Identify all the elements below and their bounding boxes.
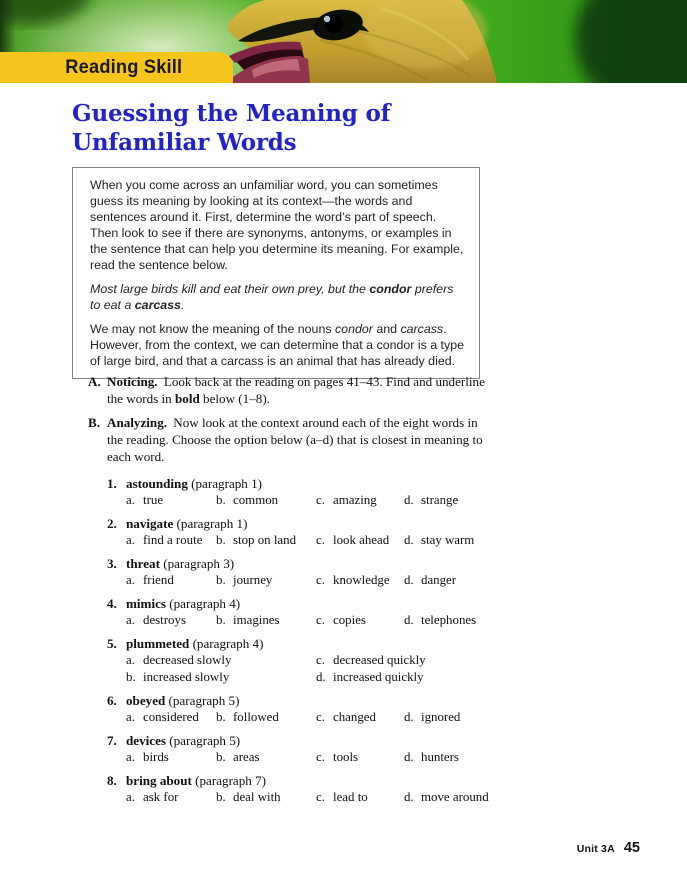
option-text: find a route xyxy=(143,533,203,547)
exercise-item-5 xyxy=(107,635,492,686)
options-row xyxy=(126,612,492,629)
option-text: birds xyxy=(143,750,169,764)
item-title xyxy=(126,555,234,572)
option-d xyxy=(404,612,492,629)
item-paragraph-ref: (paragraph 3) xyxy=(159,556,235,571)
option-text: destroys xyxy=(143,613,186,627)
exercise-item-8 xyxy=(107,772,492,806)
task-b-title: Analyzing. xyxy=(107,415,168,430)
option-letter: c. xyxy=(316,790,325,804)
option-c xyxy=(316,789,404,806)
option-letter: a. xyxy=(126,533,135,547)
item-head xyxy=(107,555,492,572)
option-c xyxy=(316,749,404,766)
page-number: 45 xyxy=(623,840,640,856)
option-text: stay warm xyxy=(421,533,475,547)
item-title xyxy=(126,595,240,612)
item-number: 7. xyxy=(107,733,117,748)
option-text: tools xyxy=(333,750,359,764)
option-b xyxy=(126,669,316,686)
item-number: 5. xyxy=(107,636,117,651)
option-letter: b. xyxy=(216,750,226,764)
item-head xyxy=(107,772,492,789)
item-title xyxy=(126,692,239,709)
item-paragraph-ref: (paragraph 5) xyxy=(165,693,240,708)
option-d xyxy=(404,749,492,766)
options-row xyxy=(126,572,492,589)
item-number: 6. xyxy=(107,693,117,708)
item-word: obeyed xyxy=(126,693,166,708)
example-text: Most large birds kill and eat their own prey, but the xyxy=(90,282,370,296)
option-c xyxy=(316,572,404,589)
option-text: look ahead xyxy=(333,533,390,547)
option-text: decreased slowly xyxy=(143,653,232,667)
option-d xyxy=(404,492,492,509)
option-d xyxy=(404,572,492,589)
option-c xyxy=(316,709,404,726)
item-paragraph-ref: (paragraph 4) xyxy=(189,636,264,651)
item-paragraph-ref: (paragraph 1) xyxy=(187,476,263,491)
task-a-title: Noticing. xyxy=(107,374,158,389)
option-letter: c. xyxy=(316,533,325,547)
option-b xyxy=(216,572,316,589)
option-text: decreased quickly xyxy=(333,653,426,667)
item-head xyxy=(107,595,492,612)
item-paragraph-ref: (paragraph 7) xyxy=(191,773,267,788)
item-word: bring about xyxy=(126,773,192,788)
exercise-item-7 xyxy=(107,732,492,766)
task-b xyxy=(88,414,492,465)
option-letter: c. xyxy=(316,653,325,667)
option-b xyxy=(216,749,316,766)
item-word: plummeted xyxy=(126,636,190,651)
option-text: increased slowly xyxy=(143,670,230,684)
task-a-bold-word: bold xyxy=(175,391,200,406)
context-explanation xyxy=(90,321,466,369)
option-letter: c. xyxy=(316,613,325,627)
task-a-text xyxy=(107,373,492,407)
option-letter: d. xyxy=(404,493,414,507)
option-text: amazing xyxy=(333,493,377,507)
bird-head xyxy=(226,0,497,83)
option-letter: d. xyxy=(404,790,414,804)
option-letter: d. xyxy=(404,573,414,587)
option-d xyxy=(404,532,492,549)
exercise-item-1 xyxy=(107,475,492,509)
option-text: lead to xyxy=(333,790,368,804)
intro-box xyxy=(72,167,480,379)
item-head xyxy=(107,732,492,749)
task-b-label: B. xyxy=(88,415,101,430)
item-number: 4. xyxy=(107,596,117,611)
item-number: 3. xyxy=(107,556,117,571)
option-text: knowledge xyxy=(333,573,390,587)
item-title xyxy=(126,772,266,789)
option-text: ignored xyxy=(421,710,461,724)
option-a xyxy=(126,789,216,806)
option-text: stop on land xyxy=(233,533,297,547)
option-d xyxy=(404,789,492,806)
option-text: considered xyxy=(143,710,199,724)
option-b xyxy=(216,709,316,726)
options-row xyxy=(126,532,492,549)
item-title xyxy=(126,515,247,532)
page-footer xyxy=(577,840,640,856)
option-text: common xyxy=(233,493,279,507)
option-b xyxy=(216,532,316,549)
option-letter: c. xyxy=(316,573,325,587)
item-paragraph-ref: (paragraph 1) xyxy=(173,516,248,531)
item-number: 8. xyxy=(107,773,117,788)
page-title-line1: Guessing the Meaning of xyxy=(72,100,391,127)
explanation-text: We may not know the meaning of the nouns xyxy=(90,322,335,336)
options-row xyxy=(126,492,492,509)
option-letter: c. xyxy=(316,750,325,764)
option-d xyxy=(404,709,492,726)
option-text: friend xyxy=(143,573,174,587)
task-b-text xyxy=(107,414,492,465)
item-word: devices xyxy=(126,733,166,748)
example-text: prefers to eat a xyxy=(90,282,454,312)
option-text: danger xyxy=(421,573,457,587)
option-c xyxy=(316,612,404,629)
option-letter: a. xyxy=(126,790,135,804)
option-letter: d. xyxy=(404,750,414,764)
example-text: . xyxy=(180,298,185,312)
option-text: telephones xyxy=(421,613,477,627)
example-key-term-condor: condor xyxy=(369,282,412,296)
option-a xyxy=(126,709,216,726)
option-c xyxy=(316,532,404,549)
page-title xyxy=(72,99,390,157)
task-a-instructions-end: below (1–8). xyxy=(199,391,270,406)
option-b xyxy=(216,789,316,806)
item-word: mimics xyxy=(126,596,166,611)
item-head xyxy=(107,515,492,532)
explanation-text: and xyxy=(372,322,401,336)
item-title xyxy=(126,732,240,749)
option-letter: b. xyxy=(216,573,226,587)
item-word: threat xyxy=(126,556,160,571)
bird-photo-header xyxy=(0,0,687,83)
option-text: imagines xyxy=(233,613,280,627)
option-letter: d. xyxy=(404,613,414,627)
option-a xyxy=(126,652,316,669)
option-d xyxy=(316,669,492,686)
option-a xyxy=(126,612,216,629)
option-text: deal with xyxy=(233,790,281,804)
option-letter: a. xyxy=(126,613,135,627)
option-c xyxy=(316,652,492,669)
option-text: hunters xyxy=(421,750,459,764)
item-number: 1. xyxy=(107,476,117,491)
option-letter: b. xyxy=(216,533,226,547)
item-word: navigate xyxy=(126,516,174,531)
option-a xyxy=(126,492,216,509)
task-a-label: A. xyxy=(88,374,101,389)
option-letter: c. xyxy=(316,493,325,507)
exercise-item-3 xyxy=(107,555,492,589)
options-row xyxy=(126,789,492,806)
options-row xyxy=(126,709,492,726)
task-b-instructions: Now look at the context around each of the eight words in the reading. Choose the option below (a–d) that is closest in meaning to each word. xyxy=(107,415,483,464)
page-title-line2: Unfamiliar Words xyxy=(72,129,297,156)
option-text: move around xyxy=(421,790,489,804)
exercise-list xyxy=(107,475,492,806)
option-letter: b. xyxy=(216,493,226,507)
option-b xyxy=(216,492,316,509)
tasks-section xyxy=(88,373,492,812)
unit-label: Unit 3A xyxy=(576,843,615,855)
exercise-item-4 xyxy=(107,595,492,629)
item-paragraph-ref: (paragraph 4) xyxy=(166,596,241,611)
reading-skill-tab xyxy=(0,52,233,83)
intro-paragraph: When you come across an unfamiliar word, you can sometimes guess its meaning by looking at its context—the words and sentences around it. First, determine the word’s part of speech. Then look to see if there are synonyms, antonyms, or examples in the sentence that can help you determine its meaning. For example, read the sentence below. xyxy=(90,178,464,272)
options-grid xyxy=(126,652,492,686)
option-letter: b. xyxy=(216,613,226,627)
option-letter: d. xyxy=(404,533,414,547)
option-text: journey xyxy=(233,573,273,587)
options-row xyxy=(126,749,492,766)
example-sentence xyxy=(90,281,466,313)
reading-skill-tab-label: Reading Skill xyxy=(65,56,183,78)
item-number: 2. xyxy=(107,516,117,531)
option-letter: a. xyxy=(126,653,135,667)
option-letter: b. xyxy=(216,790,226,804)
exercise-item-2 xyxy=(107,515,492,549)
option-letter: b. xyxy=(126,670,136,684)
option-text: changed xyxy=(333,710,376,724)
item-word: astounding xyxy=(126,476,188,491)
option-text: areas xyxy=(233,750,260,764)
option-text: true xyxy=(143,493,164,507)
option-letter: d. xyxy=(404,710,414,724)
option-letter: c. xyxy=(316,710,325,724)
italic-term-carcass: carcass xyxy=(400,322,444,336)
italic-term-condor: condor xyxy=(334,322,373,336)
item-head xyxy=(107,635,492,652)
option-letter: a. xyxy=(126,750,135,764)
task-a-instructions: Look back at the reading on pages 41–43. Find and underline the words in xyxy=(107,374,485,406)
option-text: copies xyxy=(333,613,366,627)
item-head xyxy=(107,475,492,492)
option-letter: a. xyxy=(126,710,135,724)
option-a xyxy=(126,532,216,549)
option-c xyxy=(316,492,404,509)
option-text: increased quickly xyxy=(333,670,424,684)
option-letter: b. xyxy=(216,710,226,724)
option-text: followed xyxy=(233,710,279,724)
option-a xyxy=(126,572,216,589)
item-title xyxy=(126,635,263,652)
option-letter: d. xyxy=(316,670,326,684)
option-text: ask for xyxy=(143,790,179,804)
task-a xyxy=(88,373,492,407)
option-text: strange xyxy=(421,493,459,507)
photo-dark-blob xyxy=(575,0,687,83)
option-letter: a. xyxy=(126,573,135,587)
option-a xyxy=(126,749,216,766)
option-letter: a. xyxy=(126,493,135,507)
item-title xyxy=(126,475,262,492)
explanation-text: . However, from the context, we can determine that a condor is a type of large bird, and that a carcass is an animal that has already died. xyxy=(90,322,464,368)
example-key-term-carcass: carcass xyxy=(134,298,181,312)
option-b xyxy=(216,612,316,629)
item-paragraph-ref: (paragraph 5) xyxy=(166,733,241,748)
exercise-item-6 xyxy=(107,692,492,726)
item-head xyxy=(107,692,492,709)
